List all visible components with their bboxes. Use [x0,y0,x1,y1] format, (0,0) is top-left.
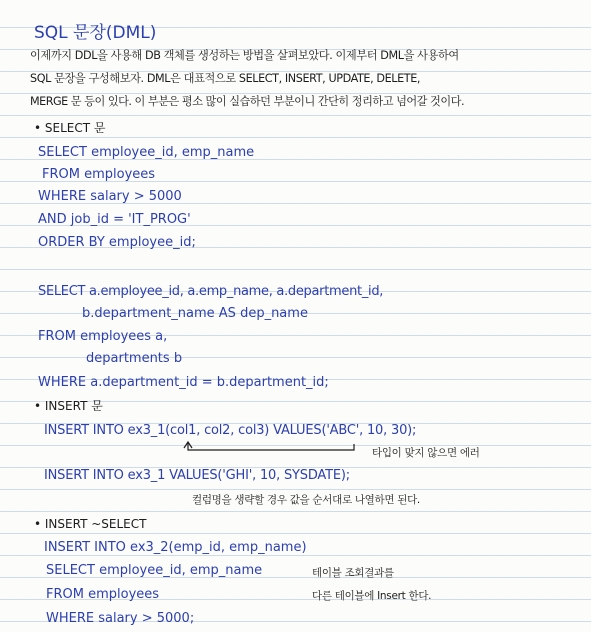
select-q1-line-2: FROM employees [42,167,156,182]
insert-select-line-1: INSERT INTO ex3_2(emp_id, emp_name) [44,540,307,555]
intro-line-3: MERGE 문 등이 있다. 이 부분은 평소 많이 실습하던 부분이니 간단히 정리하고 넘어갈 것이다. [30,95,465,108]
insert-select-note-1: 테이블 조회결과를 [312,567,394,579]
annotation-arrow [180,440,380,456]
insert-q1: INSERT INTO ex3_1(col1, col2, col3) VALUES('ABC', 10, 30); [44,423,417,438]
insert-select-heading: • INSERT ~SELECT [34,517,147,531]
select-heading: • SELECT 문 [34,121,106,135]
insert-select-line-3: FROM employees [46,587,160,602]
select-q2-line-1: SELECT a.employee_id, a.emp_name, a.department_id, [38,284,384,299]
select-q1-line-5: ORDER BY employee_id; [38,235,196,250]
select-q1-line-4: AND job_id = 'IT_PROG' [38,212,191,227]
insert-select-note-2: 다른 테이블에 Insert 한다. [312,590,432,602]
insert-select-line-2: SELECT employee_id, emp_name [46,563,263,578]
intro-line-1: 이제까지 DDL을 사용해 DB 객체를 생성하는 방법을 살펴보았다. 이제부터 DML을 사용하여 [30,49,459,62]
insert-q2: INSERT INTO ex3_1 VALUES('GHI', 10, SYSDATE); [44,468,350,483]
select-q2-line-5: WHERE a.department_id = b.department_id; [38,375,329,390]
select-q2-line-3: FROM employees a, [38,329,168,344]
select-q1-line-1: SELECT employee_id, emp_name [38,145,255,160]
page-title: SQL 문장(DML) [34,23,157,43]
select-q2-line-2: b.department_name AS dep_name [82,306,308,321]
intro-line-2: SQL 문장을 구성해보자. DML은 대표적으로 SELECT, INSERT, UPDATE, DELETE, [30,72,421,85]
select-q2-line-4: departments b [86,351,183,366]
insert-annotation: 타입이 맞지 않으면 에러 [372,447,480,459]
insert-note: 컬럼명을 생략할 경우 값을 순서대로 나열하면 된다. [192,494,420,506]
select-q1-line-3: WHERE salary > 5000 [38,189,182,204]
insert-heading: • INSERT 문 [34,399,103,413]
insert-select-line-4: WHERE salary > 5000; [46,611,195,626]
